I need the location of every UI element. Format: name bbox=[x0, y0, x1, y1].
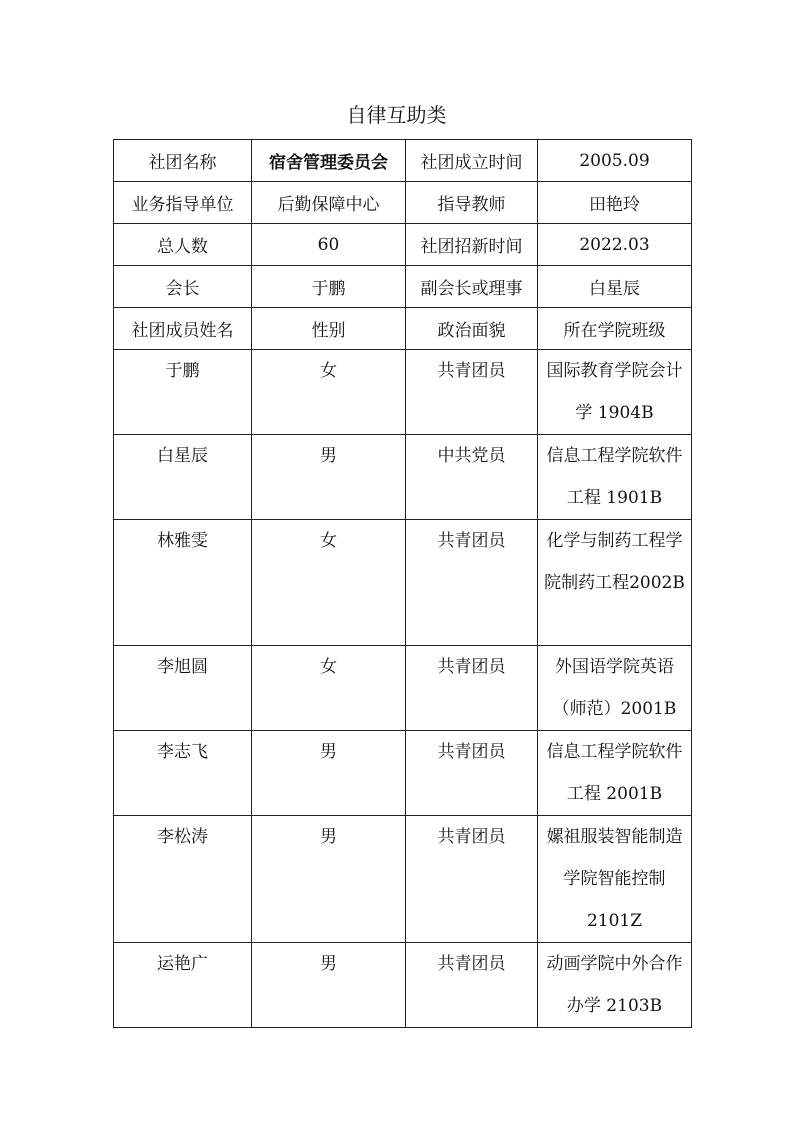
label-advisor: 指导教师 bbox=[406, 182, 538, 224]
member-major: 化学与制药工程学院制药工程2002B bbox=[538, 520, 692, 646]
label-recruit-date: 社团招新时间 bbox=[406, 224, 538, 266]
table-row bbox=[114, 520, 692, 646]
column-header-political: 政治面貌 bbox=[406, 308, 538, 350]
member-major: 嫘祖服装智能制造学院智能控制2101Z bbox=[538, 816, 692, 943]
member-name: 李旭圆 bbox=[114, 646, 252, 731]
member-political: 共青团员 bbox=[406, 731, 538, 816]
table-header-row bbox=[114, 308, 692, 350]
member-gender: 女 bbox=[252, 350, 406, 435]
table-row bbox=[114, 140, 692, 182]
member-major: 动画学院中外合作办学 2103B bbox=[538, 943, 692, 1028]
label-founded-date: 社团成立时间 bbox=[406, 140, 538, 182]
value-recruit-date: 2022.03 bbox=[538, 224, 692, 266]
member-name: 林雅雯 bbox=[114, 520, 252, 646]
member-name: 李志飞 bbox=[114, 731, 252, 816]
member-gender: 男 bbox=[252, 435, 406, 520]
member-name: 李松涛 bbox=[114, 816, 252, 943]
label-total-members: 总人数 bbox=[114, 224, 252, 266]
column-header-name: 社团成员姓名 bbox=[114, 308, 252, 350]
value-founded-date: 2005.09 bbox=[538, 140, 692, 182]
member-name: 白星辰 bbox=[114, 435, 252, 520]
member-name: 运艳广 bbox=[114, 943, 252, 1028]
value-club-name: 宿舍管理委员会 bbox=[252, 140, 406, 182]
value-president: 于鹏 bbox=[252, 266, 406, 308]
member-political: 共青团员 bbox=[406, 350, 538, 435]
table-row bbox=[114, 816, 692, 943]
member-political: 共青团员 bbox=[406, 520, 538, 646]
table-row bbox=[114, 182, 692, 224]
label-president: 会长 bbox=[114, 266, 252, 308]
member-gender: 男 bbox=[252, 816, 406, 943]
member-political: 共青团员 bbox=[406, 646, 538, 731]
table-row bbox=[114, 435, 692, 520]
column-header-major: 所在学院班级 bbox=[538, 308, 692, 350]
value-vice-president: 白星辰 bbox=[538, 266, 692, 308]
label-supervising-unit: 业务指导单位 bbox=[114, 182, 252, 224]
page-title: 自律互助类 bbox=[346, 103, 447, 127]
label-club-name: 社团名称 bbox=[114, 140, 252, 182]
member-name: 于鹏 bbox=[114, 350, 252, 435]
member-major: 国际教育学院会计学 1904B bbox=[538, 350, 692, 435]
club-info-table bbox=[113, 139, 692, 1028]
member-major: 外国语学院英语（师范）2001B bbox=[538, 646, 692, 731]
member-major: 信息工程学院软件工程 1901B bbox=[538, 435, 692, 520]
member-gender: 男 bbox=[252, 731, 406, 816]
member-political: 共青团员 bbox=[406, 943, 538, 1028]
table-row bbox=[114, 646, 692, 731]
table-row bbox=[114, 350, 692, 435]
table-row bbox=[114, 943, 692, 1028]
member-gender: 男 bbox=[252, 943, 406, 1028]
table-row bbox=[114, 266, 692, 308]
column-header-gender: 性别 bbox=[252, 308, 406, 350]
label-vice-president: 副会长或理事 bbox=[406, 266, 538, 308]
member-gender: 女 bbox=[252, 520, 406, 646]
member-gender: 女 bbox=[252, 646, 406, 731]
value-total-members: 60 bbox=[252, 224, 406, 266]
member-major: 信息工程学院软件工程 2001B bbox=[538, 731, 692, 816]
table-row bbox=[114, 224, 692, 266]
member-political: 共青团员 bbox=[406, 816, 538, 943]
value-advisor: 田艳玲 bbox=[538, 182, 692, 224]
table-row bbox=[114, 731, 692, 816]
member-political: 中共党员 bbox=[406, 435, 538, 520]
value-supervising-unit: 后勤保障中心 bbox=[252, 182, 406, 224]
